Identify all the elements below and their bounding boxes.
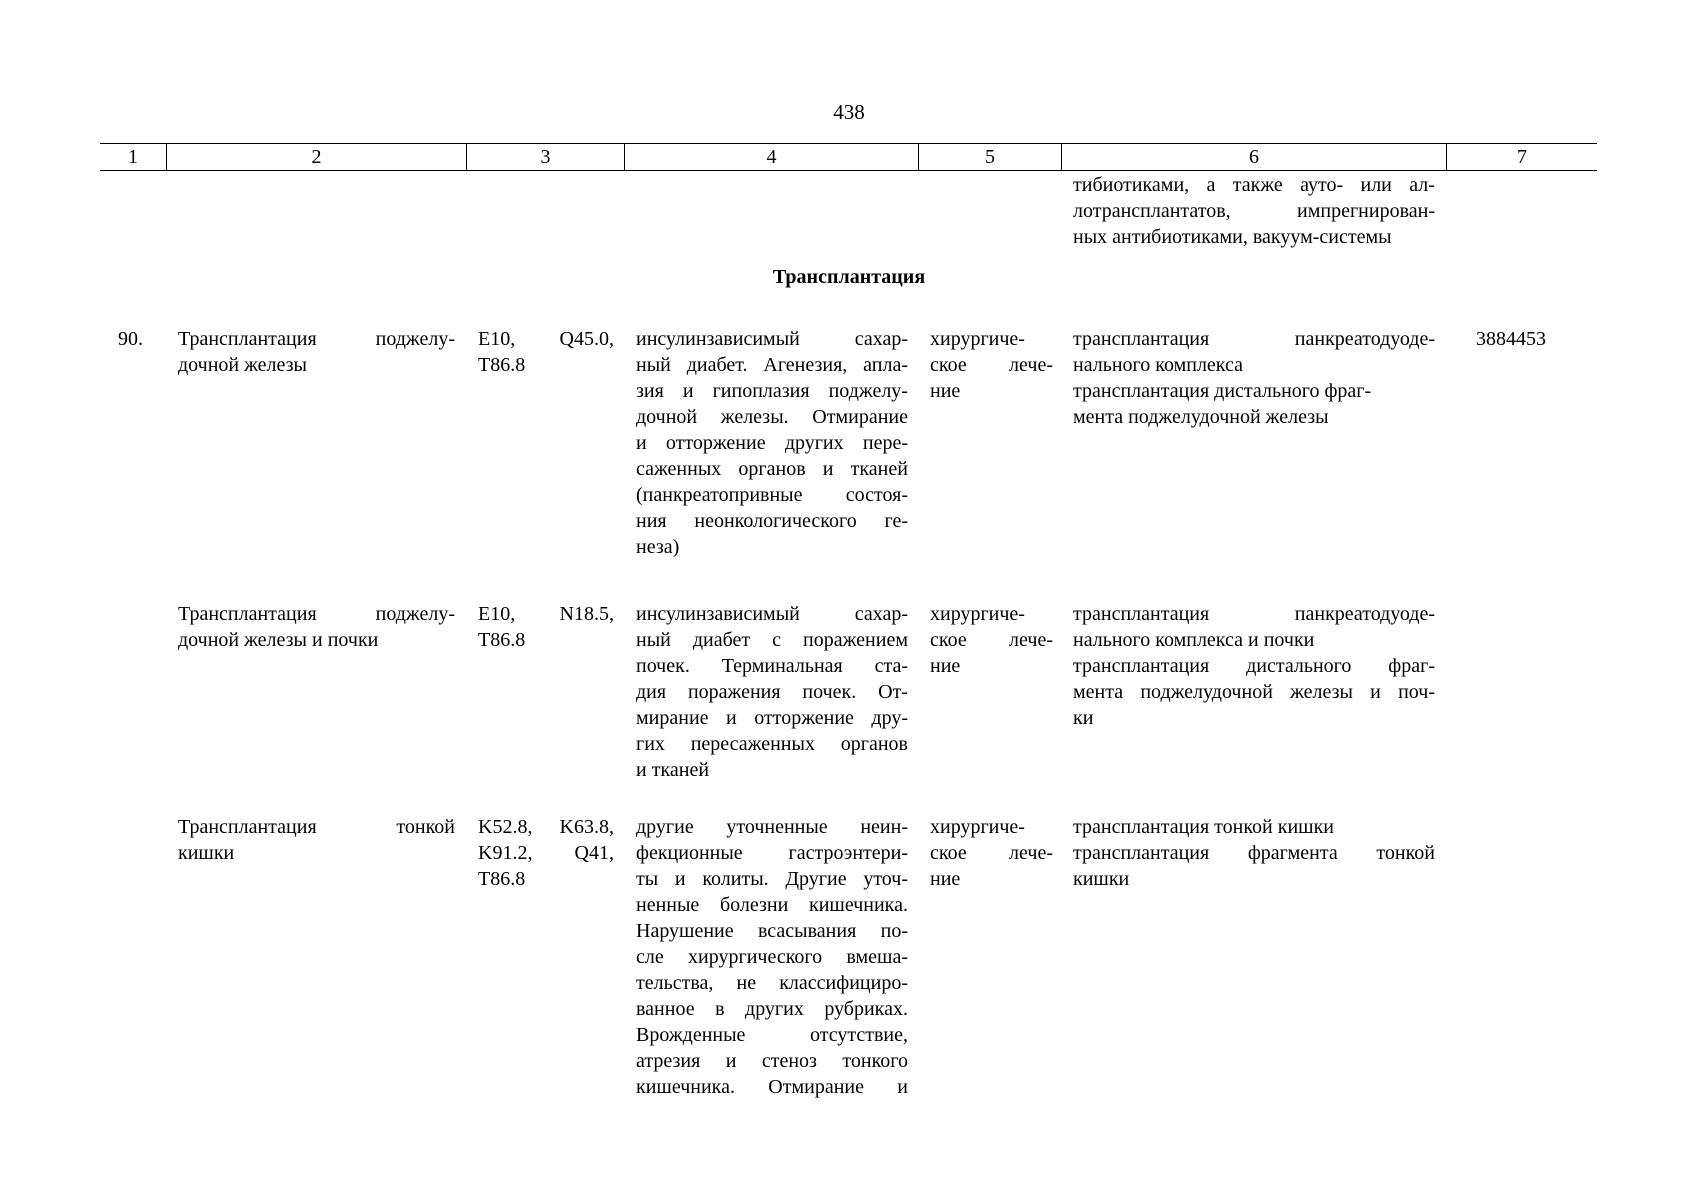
text-line: трансплантация дистального фраг- [1073, 380, 1372, 402]
text-line: мента поджелудочной железы [1073, 406, 1329, 428]
diagnosis-cell [636, 601, 908, 783]
text-line: ское лече- [930, 842, 1053, 864]
text-line: и тканей [636, 759, 710, 781]
text-line: и отторжение других пере- [636, 432, 908, 454]
text-line: инсулинзависимый сахар- [636, 603, 908, 625]
treatment-method-cell [1073, 601, 1435, 731]
text-line: фекционные гастроэнтери- [636, 842, 908, 864]
column-header-5: 5 [918, 144, 1061, 170]
text-line: ское лече- [930, 354, 1053, 376]
text-line: атрезия и стеноз тонкого [636, 1050, 908, 1072]
text-line: ское лече- [930, 629, 1053, 651]
text-line: тельства, не классифициро- [636, 972, 908, 994]
column-header-1: 1 [128, 146, 138, 168]
text-line: кишки [178, 842, 235, 864]
procedure-name-cell [178, 601, 455, 653]
text-line: ненные болезни кишечника. [636, 894, 908, 916]
column-header-6: 6 [1061, 144, 1446, 170]
text-line: нального комплекса и почки [1073, 629, 1315, 651]
text-line: Трансплантация поджелу- [178, 603, 455, 625]
text-line: трансплантация дистального фраг- [1073, 655, 1435, 677]
text-line: кишки [1073, 868, 1130, 890]
treatment-method-cell [1073, 814, 1435, 892]
text-line: ние [930, 868, 961, 890]
section-title: Трансплантация [772, 266, 926, 288]
text-line: ный диабет. Агенезия, апла- [636, 354, 908, 376]
text-line: неза) [636, 536, 680, 558]
text-line: трансплантация панкреатодуоде- [1073, 328, 1435, 350]
text-line: дия поражения почек. От- [636, 681, 908, 703]
column-header-4: 4 [624, 144, 918, 170]
continuation-line: тибиотиками, а также ауто- или ал- [1073, 174, 1435, 196]
treatment-type-cell [930, 326, 1053, 404]
procedure-name-cell [178, 326, 455, 378]
column-header-2: 2 [166, 144, 466, 170]
procedure-name-cell [178, 814, 455, 866]
text-line: другие уточненные неин- [636, 816, 908, 838]
text-line: инсулинзависимый сахар- [636, 328, 908, 350]
text-line: E10, N18.5, [478, 603, 614, 625]
text-line: трансплантация тонкой кишки [1073, 816, 1334, 838]
text-line: T86.8 [478, 868, 526, 890]
continuation-line: лотрансплантатов, импрегнирован- [1073, 200, 1435, 222]
text-line: K91.2, Q41, [478, 842, 614, 864]
text-line: мирание и отторжение дру- [636, 707, 908, 729]
text-line: хирургиче- [930, 816, 1025, 838]
row-number: 90. [118, 328, 143, 350]
page-number: 438 [833, 100, 865, 124]
text-line: ный диабет с поражением [636, 629, 908, 651]
treatment-type-cell [930, 814, 1053, 892]
text-line: ния неонкологического ге- [636, 510, 908, 532]
text-line: ты и колиты. Другие уточ- [636, 868, 908, 890]
text-line: мента поджелудочной железы и поч- [1073, 681, 1435, 703]
price-cell: 3884453 [1476, 328, 1546, 350]
column-header-3: 3 [466, 144, 624, 170]
text-line: гих пересаженных органов [636, 733, 908, 755]
text-line: хирургиче- [930, 603, 1025, 625]
text-line: хирургиче- [930, 328, 1025, 350]
text-line: K52.8, K63.8, [478, 816, 614, 838]
text-line: трансплантация фрагмента тонкой [1073, 842, 1435, 864]
column-header-7: 7 [1446, 144, 1597, 170]
text-line: (панкреатопривные состоя- [636, 484, 908, 506]
icd-codes-cell [478, 326, 614, 378]
diagnosis-cell [636, 814, 908, 1100]
text-line: дочной железы [178, 354, 307, 376]
text-line: нального комплекса [1073, 354, 1244, 376]
text-line: T86.8 [478, 629, 526, 651]
text-line: E10, Q45.0, [478, 328, 614, 350]
continuation-cell [1073, 172, 1435, 250]
icd-codes-cell [478, 814, 614, 892]
text-line: ки [1073, 707, 1094, 729]
continuation-line: ных антибиотиками, вакуум-системы [1073, 226, 1392, 248]
text-line: дочной железы и почки [178, 629, 379, 651]
treatment-type-cell [930, 601, 1053, 679]
text-line: саженных органов и тканей [636, 458, 908, 480]
text-line: почек. Терминальная ста- [636, 655, 908, 677]
text-line: зия и гипоплазия поджелу- [636, 380, 908, 402]
treatment-method-cell [1073, 326, 1435, 430]
text-line: кишечника. Отмирание и [636, 1076, 908, 1098]
text-line: дочной железы. Отмирание [636, 406, 908, 428]
text-line: ние [930, 380, 961, 402]
text-line: T86.8 [478, 354, 526, 376]
table-header-row [100, 143, 1597, 171]
text-line: сле хирургического вмеша- [636, 946, 908, 968]
text-line: Врожденные отсутствие, [636, 1024, 908, 1046]
text-line: Трансплантация тонкой [178, 816, 455, 838]
text-line: Нарушение всасывания по- [636, 920, 908, 942]
text-line: трансплантация панкреатодуоде- [1073, 603, 1435, 625]
diagnosis-cell [636, 326, 908, 560]
text-line: Трансплантация поджелу- [178, 328, 455, 350]
text-line: ние [930, 655, 961, 677]
icd-codes-cell [478, 601, 614, 653]
text-line: ванное в других рубриках. [636, 998, 908, 1020]
